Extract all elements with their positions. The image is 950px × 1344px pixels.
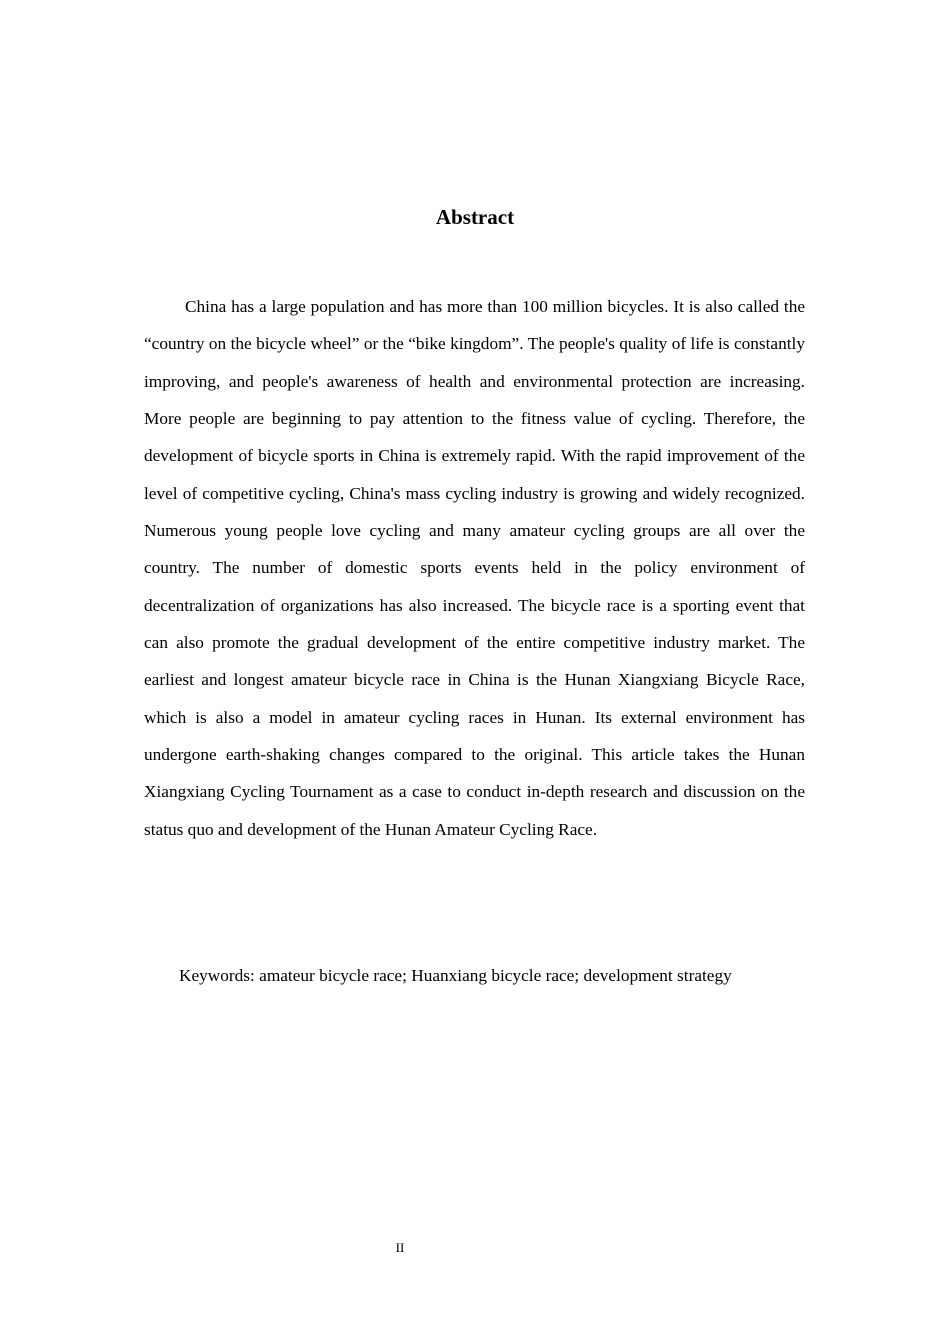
abstract-title: Abstract — [435, 205, 515, 229]
page-number: II — [395, 1240, 405, 1255]
keywords-line: Keywords: amateur bicycle race; Huanxiang bicycle race; development strategy — [179, 966, 732, 985]
abstract-body-paragraph: China has a large population and has more than 100 million bicycles. It is also called the “country on the bicycle wheel” or the “bike kingdom”. The people's quality of life is constantly improving, and people's awareness of health and environmental protection are increasing. More people are beginning to pay attention to the fitness value of cycling. Therefore, the development of bicycle sports in China is extremely rapid. With the rapid improvement of the level of competitive cycling, China's mass cycling industry is growing and widely recognized. Numerous young people love cycling and many amateur cycling groups are all over the country. The number of domestic sports events held in the policy environment of decentralization of organizations has also increased. The bicycle race is a sporting event that can also promote the gradual development of the entire competitive industry market. The earliest and longest amateur bicycle race in China is the Hunan Xiangxiang Bicycle Race, which is also a model in amateur cycling races in Hunan. Its external environment has undergone earth-shaking changes compared to the original. This article takes the Hunan Xiangxiang Cycling Tournament as a case to conduct in-depth research and discussion on the status quo and development of the Hunan Amateur Cycling Race. — [144, 297, 805, 839]
